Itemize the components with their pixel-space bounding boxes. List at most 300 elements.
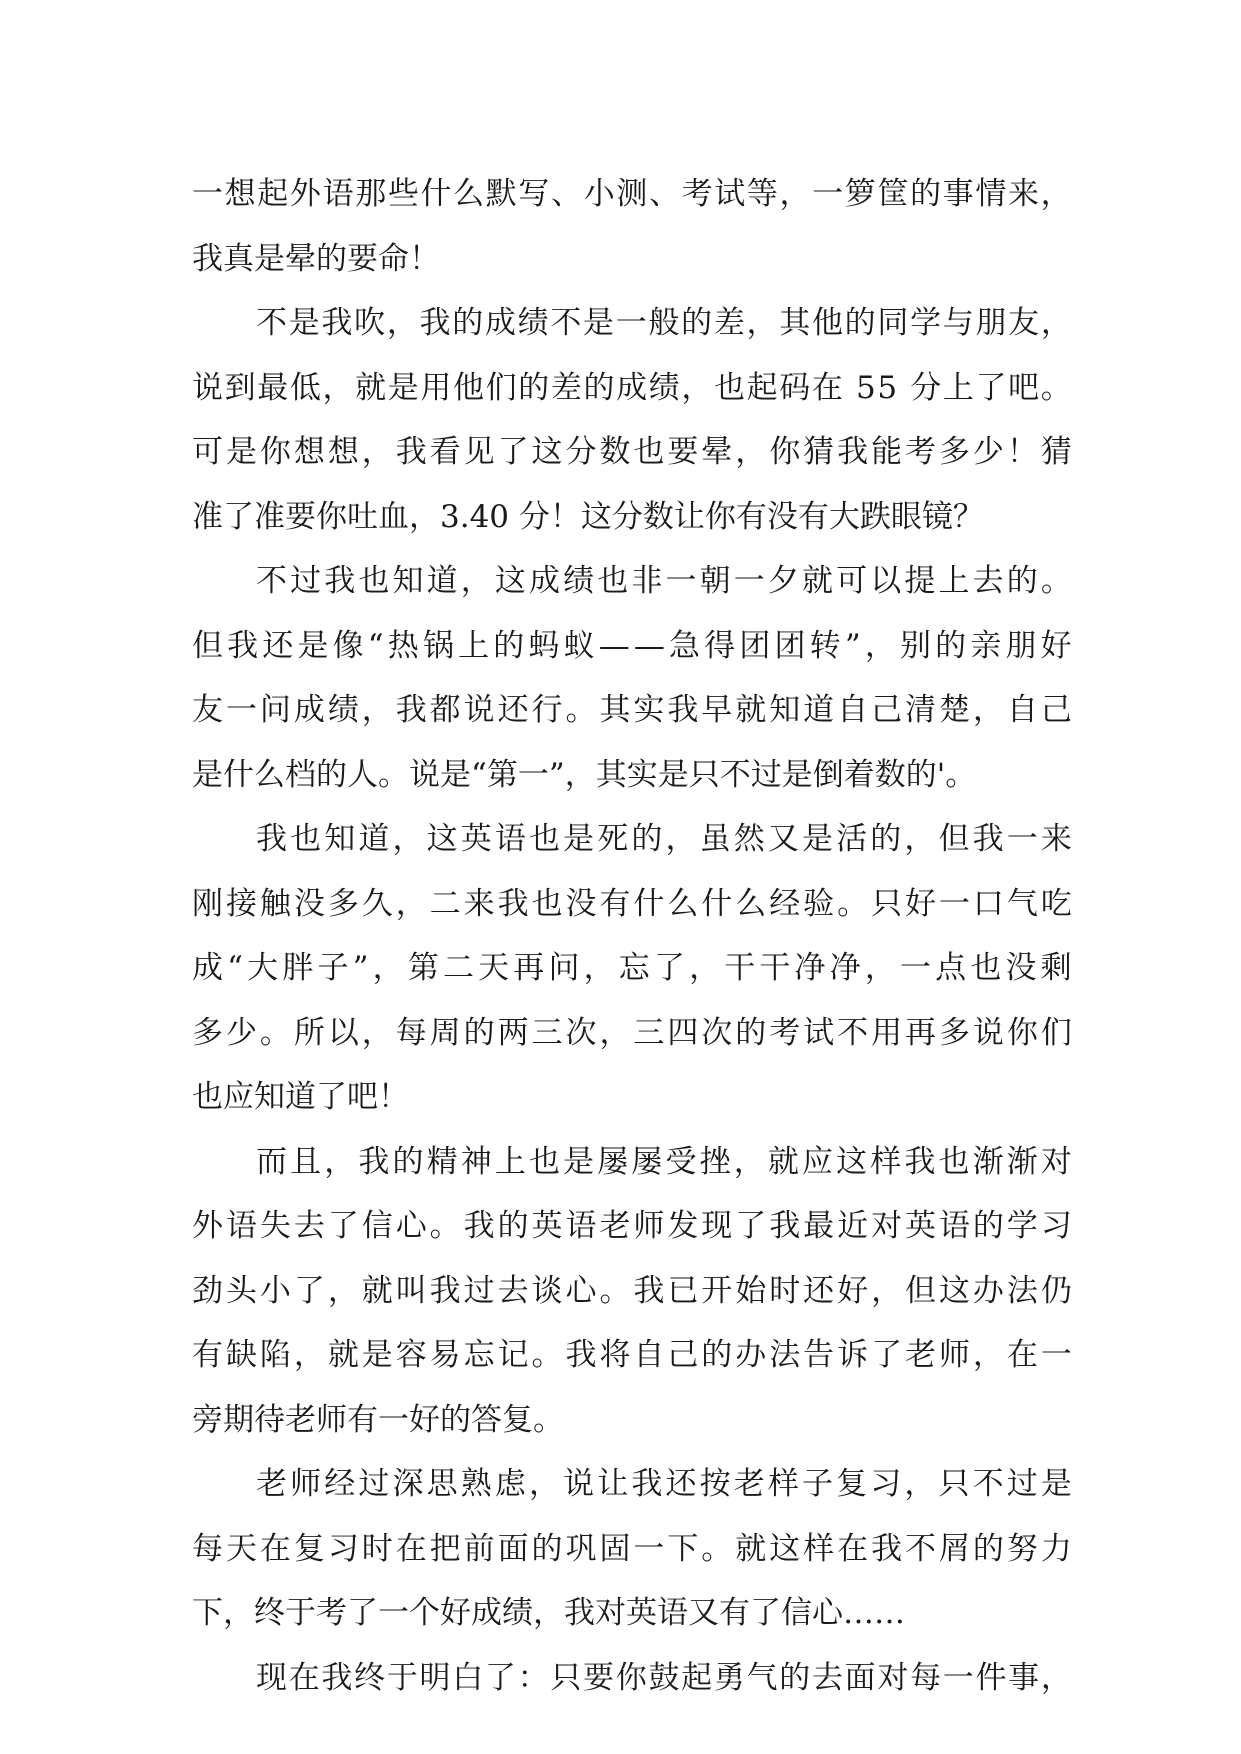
glyph: 虑	[494, 1466, 526, 1502]
glyph: 习	[327, 1530, 359, 1567]
glyph: 考	[905, 434, 937, 470]
glyph: 我	[565, 1337, 597, 1373]
glyph: 了	[484, 1659, 516, 1696]
glyph: 分	[910, 369, 942, 406]
glyph: 问	[259, 692, 291, 728]
glyph: 。	[1040, 369, 1072, 406]
glyph: 热	[387, 627, 419, 664]
glyph: 也	[529, 821, 560, 857]
glyph: 样	[870, 1143, 902, 1180]
glyph: ”	[844, 627, 861, 664]
glyph: 是	[802, 821, 833, 857]
glyph: 不	[256, 305, 287, 341]
glyph: 我	[769, 1208, 801, 1244]
text-line	[192, 1194, 1072, 1259]
text-line	[192, 1452, 1072, 1517]
glyph: ，	[972, 692, 1004, 728]
glyph: 同	[877, 305, 909, 341]
glyph: 一	[812, 176, 844, 212]
glyph: 诉	[837, 1337, 869, 1373]
glyph: 也	[938, 1143, 970, 1180]
glyph: 开	[701, 1272, 733, 1309]
glyph: 的	[497, 1208, 529, 1244]
glyph: 一	[192, 176, 223, 212]
glyph: 想	[293, 434, 325, 470]
glyph: 去	[293, 1208, 325, 1244]
glyph: 多	[938, 434, 970, 470]
glyph: 老	[733, 1466, 765, 1502]
glyph: 办	[735, 1337, 767, 1373]
glyph: 是	[387, 369, 419, 406]
glyph: 干	[724, 950, 756, 986]
glyph: 但	[938, 821, 970, 857]
glyph: 子	[802, 1466, 833, 1502]
glyph: 了	[975, 369, 1007, 406]
glyph: 是	[583, 305, 615, 341]
glyph: 一	[1006, 821, 1038, 857]
glyph: 时	[769, 1272, 801, 1309]
glyph: 我	[497, 885, 529, 922]
glyph: 。	[837, 885, 869, 922]
glyph: 受	[665, 1143, 697, 1180]
text-line	[192, 614, 1072, 679]
glyph: ，	[322, 369, 354, 406]
glyph: 忘	[463, 1337, 495, 1373]
glyph: ，	[361, 434, 393, 470]
glyph: 们	[1040, 1014, 1072, 1051]
glyph: 差	[713, 305, 745, 341]
glyph: 劲	[192, 1272, 223, 1309]
glyph: 老	[256, 1466, 287, 1502]
text-line	[192, 1581, 1072, 1646]
glyph: 三	[633, 1014, 665, 1051]
glyph: 道	[358, 821, 390, 857]
glyph: 箩	[844, 176, 876, 212]
glyph: 天	[225, 1530, 257, 1567]
glyph: 第	[407, 950, 439, 986]
glyph: 英	[460, 821, 492, 857]
glyph: 最	[257, 369, 289, 406]
glyph: 还	[803, 1272, 835, 1309]
text-line	[192, 420, 1072, 485]
glyph: 师	[938, 1337, 970, 1373]
glyph: 失	[259, 1208, 291, 1244]
glyph: 缺	[225, 1337, 257, 1373]
text-line-content: 准了准要你吐血，3.40 分！这分数让你有没有大跌眼镜？	[192, 498, 984, 535]
glyph: 神	[460, 1143, 492, 1180]
glyph: 看	[429, 434, 461, 470]
glyph: 行	[531, 692, 563, 728]
glyph: 数	[599, 434, 631, 470]
glyph: 友	[192, 692, 223, 728]
glyph: 一	[1040, 1337, 1072, 1373]
glyph: 法	[769, 1337, 801, 1373]
glyph: 容	[395, 1337, 427, 1373]
glyph: 学	[1006, 1208, 1038, 1244]
glyph: 只	[938, 1466, 970, 1502]
glyph: 就	[361, 1272, 393, 1309]
glyph: ，	[599, 1014, 631, 1051]
glyph: 也	[714, 369, 745, 406]
glyph: 是	[361, 1337, 393, 1373]
glyph: 近	[837, 1208, 869, 1244]
glyph: 自	[1006, 692, 1038, 728]
glyph: ，	[529, 1466, 560, 1502]
glyph: 老	[905, 1337, 937, 1373]
glyph: 他	[811, 305, 843, 341]
glyph: 5	[877, 369, 898, 406]
glyph: 的	[844, 305, 876, 341]
glyph: 非	[631, 563, 663, 599]
glyph: 一	[615, 305, 647, 341]
glyph: 四	[667, 1014, 699, 1051]
glyph: 一	[938, 885, 970, 922]
glyph: 发	[667, 1208, 699, 1244]
glyph: 这	[938, 1272, 970, 1309]
glyph: 不	[256, 563, 287, 599]
glyph: 得	[704, 627, 736, 664]
glyph: 成	[616, 369, 648, 406]
glyph: 清	[905, 692, 937, 728]
glyph: 二	[429, 885, 461, 922]
text-line-content: 下，终于考了一个好成绩，我对英语又有了信心……	[192, 1595, 905, 1631]
glyph: 剩	[1040, 950, 1072, 986]
glyph: 般	[648, 305, 680, 341]
glyph: 低	[289, 369, 321, 406]
glyph: ”	[352, 950, 369, 986]
glyph: 其	[599, 692, 631, 728]
glyph: ，	[904, 1466, 936, 1502]
glyph: 次	[565, 1014, 597, 1051]
glyph: 就	[767, 1143, 799, 1180]
glyph: 大	[247, 950, 279, 986]
glyph: 验	[803, 885, 835, 922]
glyph: 不	[550, 305, 582, 341]
glyph: 己	[871, 692, 903, 728]
glyph: 对	[1040, 1143, 1072, 1180]
glyph: 气	[1006, 885, 1038, 922]
glyph: 我	[395, 434, 427, 470]
glyph: 记	[497, 1337, 529, 1373]
glyph: 、	[551, 176, 583, 212]
glyph: 的	[452, 305, 484, 341]
glyph: ，	[386, 305, 418, 341]
glyph: 还	[665, 1466, 697, 1502]
glyph: 是	[297, 627, 329, 664]
glyph: 别	[900, 627, 931, 664]
glyph: 了	[293, 1272, 325, 1309]
glyph: 思	[426, 1466, 458, 1502]
glyph: 么	[453, 176, 485, 212]
glyph: ，	[972, 1337, 1004, 1373]
glyph: 熟	[460, 1466, 492, 1502]
glyph: 只	[550, 1659, 582, 1696]
glyph: 且	[290, 1143, 322, 1180]
glyph: 晕	[701, 434, 733, 470]
glyph: 始	[735, 1272, 767, 1309]
glyph: 最	[803, 1208, 835, 1244]
glyph: 么	[735, 885, 767, 922]
glyph	[899, 356, 909, 421]
glyph: 的	[972, 1530, 1004, 1567]
glyph: 虽	[699, 821, 731, 857]
glyph: 上	[938, 563, 970, 599]
glyph: 也	[358, 563, 390, 599]
glyph: 按	[699, 1466, 731, 1502]
glyph: 朝	[699, 563, 731, 599]
glyph: 易	[429, 1337, 461, 1373]
glyph: ！	[1006, 434, 1038, 470]
glyph: 然	[733, 821, 765, 857]
glyph: 老	[599, 1208, 631, 1244]
glyph: 在	[395, 1530, 427, 1567]
glyph: 的	[631, 821, 663, 857]
glyph: 气	[746, 1659, 778, 1696]
text-line	[192, 1001, 1072, 1066]
glyph: ，	[746, 305, 778, 341]
glyph: 现	[256, 1659, 287, 1696]
glyph: 语	[494, 821, 526, 857]
glyph: 我	[633, 1272, 665, 1309]
glyph: 叫	[395, 1272, 427, 1309]
glyph: 还	[497, 692, 529, 728]
glyph: 将	[599, 1337, 631, 1373]
glyph: 实	[633, 692, 665, 728]
glyph: 以	[870, 563, 902, 599]
glyph: 夕	[767, 563, 799, 599]
glyph: 死	[597, 821, 629, 857]
glyph: 外	[289, 176, 321, 212]
glyph: 就	[735, 1530, 767, 1567]
glyph: 道	[803, 692, 835, 728]
glyph: 一	[665, 563, 697, 599]
glyph: “	[227, 950, 244, 986]
glyph: 我	[321, 1659, 353, 1696]
glyph: 己	[667, 1337, 699, 1373]
glyph: 。	[565, 692, 597, 728]
glyph: ，	[327, 1272, 359, 1309]
glyph: 分	[565, 434, 597, 470]
glyph: 这	[426, 821, 458, 857]
glyph: 白	[452, 1659, 484, 1696]
glyph: 深	[392, 1466, 424, 1502]
glyph: 样	[767, 1466, 799, 1502]
glyph: 小	[583, 176, 615, 212]
glyph: 就	[355, 369, 387, 406]
glyph: 天	[478, 950, 510, 986]
glyph: 每	[192, 1530, 223, 1567]
glyph: 把	[429, 1530, 461, 1567]
glyph: 有	[192, 1337, 223, 1373]
glyph: 前	[463, 1530, 495, 1567]
glyph: 好	[1040, 627, 1072, 664]
glyph: 仍	[1040, 1272, 1072, 1309]
glyph: 绩	[517, 305, 549, 341]
glyph: 现	[701, 1208, 733, 1244]
glyph: 试	[714, 176, 746, 212]
text-line	[192, 678, 1072, 743]
glyph: 没	[293, 885, 325, 922]
text-line	[192, 936, 1072, 1001]
glyph: 习	[870, 1466, 902, 1502]
glyph: 刚	[192, 885, 223, 922]
glyph: 我	[256, 821, 287, 857]
glyph: 也	[597, 563, 629, 599]
glyph: 子	[317, 950, 349, 986]
glyph: 以	[327, 1014, 359, 1051]
glyph: 经	[769, 885, 801, 922]
glyph: 的	[935, 627, 967, 664]
glyph: 过	[463, 1272, 495, 1309]
text-line	[192, 1259, 1072, 1324]
glyph: 什	[701, 885, 733, 922]
glyph: 早	[701, 692, 733, 728]
glyph: 蚁	[563, 627, 595, 664]
text-line	[192, 807, 1072, 872]
glyph: —	[598, 627, 630, 664]
glyph: 触	[259, 885, 291, 922]
glyph: 楚	[938, 692, 970, 728]
glyph: 那	[355, 176, 387, 212]
glyph: 我	[904, 1143, 936, 1180]
glyph: 心	[565, 1272, 597, 1309]
text-line	[192, 1130, 1072, 1195]
glyph: 复	[293, 1530, 325, 1567]
glyph: 应	[802, 1143, 833, 1180]
glyph: 上	[494, 1143, 526, 1180]
glyph: 说	[463, 692, 495, 728]
glyph: 这	[531, 434, 563, 470]
glyph: 想	[224, 176, 256, 212]
glyph: 吹	[354, 305, 386, 341]
glyph: 多	[192, 1014, 223, 1051]
glyph: 的	[463, 1014, 495, 1051]
glyph: 经	[324, 1466, 356, 1502]
glyph: ：	[517, 1659, 549, 1696]
glyph: 我	[227, 627, 259, 664]
glyph: 去	[811, 1659, 843, 1696]
glyph: 但	[192, 627, 223, 664]
glyph: 净	[794, 950, 826, 986]
text-line-content: 是什么档的人。说是“第一”，其实是只不过是倒着数的'。	[192, 756, 977, 793]
glyph: 朋	[975, 305, 1007, 341]
glyph: 的	[870, 821, 902, 857]
glyph: 在	[1006, 1337, 1038, 1373]
glyph: ，	[1040, 305, 1072, 341]
glyph: 友	[1008, 305, 1040, 341]
glyph: 明	[419, 1659, 451, 1696]
text-line	[192, 291, 1072, 356]
glyph: 的	[392, 1143, 424, 1180]
glyph: 法	[1006, 1272, 1038, 1309]
glyph: 过	[1006, 1466, 1038, 1502]
glyph: 外	[192, 1208, 223, 1244]
glyph: 的	[701, 1337, 733, 1373]
glyph: 面	[497, 1530, 529, 1567]
glyph: 这	[494, 563, 526, 599]
glyph: 来	[1008, 176, 1040, 212]
glyph: 一	[633, 1530, 665, 1567]
glyph: 是	[563, 1143, 595, 1180]
glyph: 知	[392, 563, 424, 599]
glyph: 多	[327, 885, 359, 922]
glyph: 每	[395, 1014, 427, 1051]
glyph: 用	[871, 1014, 903, 1051]
glyph: 再	[513, 950, 545, 986]
glyph: 我	[321, 305, 353, 341]
glyph: 精	[426, 1143, 458, 1180]
glyph: 事	[942, 176, 974, 212]
text-line	[192, 743, 1072, 808]
glyph: 过	[358, 1466, 390, 1502]
glyph: 自	[837, 692, 869, 728]
glyph: 对	[877, 1659, 909, 1696]
glyph: 告	[803, 1337, 835, 1373]
text-line	[192, 549, 1072, 614]
glyph: 的	[1006, 563, 1038, 599]
glyph: 起	[681, 1659, 713, 1696]
glyph: 么	[667, 885, 699, 922]
glyph: 这	[769, 1530, 801, 1567]
glyph: 只	[871, 885, 903, 922]
glyph: 我	[667, 692, 699, 728]
glyph: ，	[689, 950, 721, 986]
glyph: 默	[485, 176, 517, 212]
glyph: 在	[288, 1659, 320, 1696]
glyph: 朋	[1005, 627, 1037, 664]
text-line	[192, 1646, 1072, 1711]
glyph: 5	[855, 369, 876, 406]
glyph: 是	[1040, 1466, 1072, 1502]
glyph: ，	[665, 821, 697, 857]
glyph: 但	[905, 1272, 937, 1309]
glyph: 像	[332, 627, 364, 664]
text-line	[192, 356, 1072, 421]
glyph: 一	[733, 563, 765, 599]
glyph: 上	[942, 369, 974, 406]
glyph: 你	[1006, 1014, 1038, 1051]
glyph: 小	[259, 1272, 291, 1309]
glyph: ，	[871, 1272, 903, 1309]
glyph: 二	[442, 950, 474, 986]
glyph: 你	[259, 434, 291, 470]
glyph: ，	[733, 1143, 765, 1180]
glyph: 。	[599, 1272, 631, 1309]
glyph: 了	[327, 1208, 359, 1244]
glyph: ，	[864, 627, 896, 664]
glyph: 是	[563, 821, 595, 857]
glyph: 。	[259, 1014, 291, 1051]
glyph: 语	[225, 1208, 257, 1244]
glyph: 办	[972, 1272, 1004, 1309]
glyph: 团	[739, 627, 771, 664]
glyph: 也	[290, 821, 322, 857]
glyph: 是	[288, 305, 320, 341]
text-line	[192, 872, 1072, 937]
glyph: 的	[910, 176, 942, 212]
glyph: 起	[746, 369, 778, 406]
glyph: 英	[905, 1208, 937, 1244]
glyph: 所	[293, 1014, 325, 1051]
glyph: 谈	[531, 1272, 563, 1309]
glyph: 。	[429, 1208, 461, 1244]
glyph: 而	[256, 1143, 287, 1180]
glyph: 猜	[1040, 434, 1072, 470]
glyph: 知	[324, 821, 356, 857]
glyph: 的	[493, 627, 525, 664]
glyph: 的	[779, 1659, 811, 1696]
glyph: 吃	[1040, 885, 1072, 922]
